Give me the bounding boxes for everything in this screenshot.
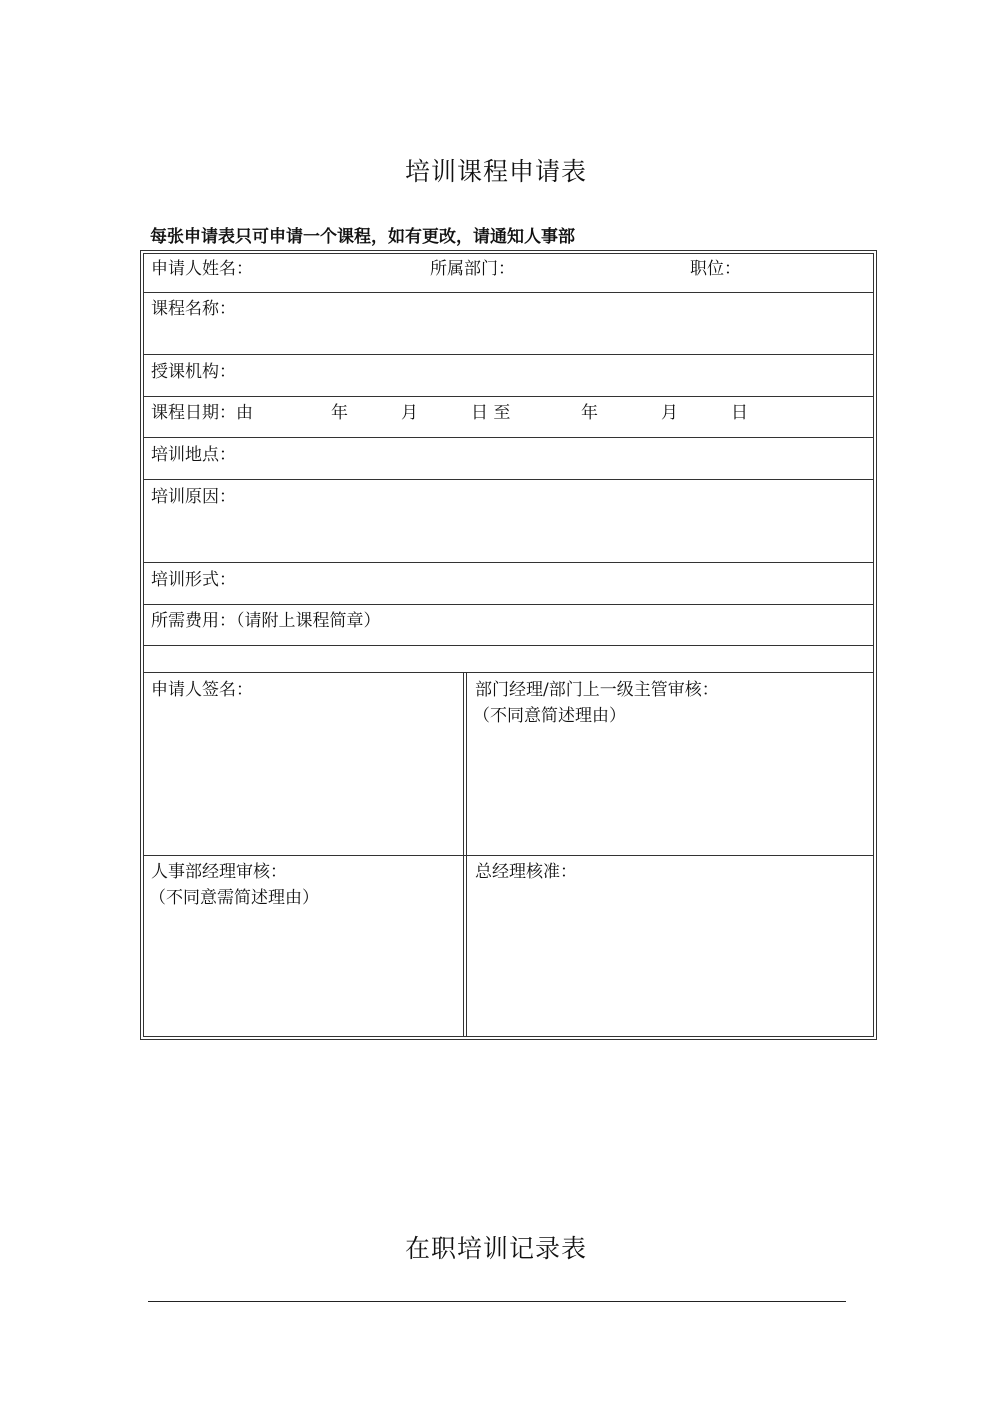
row-divider — [143, 437, 874, 438]
row-divider — [143, 604, 874, 605]
section-title: 在职培训记录表 — [404, 1234, 587, 1263]
cost-field[interactable]: 所需费用：（请附上课程简章） — [151, 611, 381, 631]
horizontal-rule — [148, 1301, 846, 1302]
applicant-name-field[interactable]: 申请人姓名： — [151, 259, 253, 279]
course-date-month-end: 月 — [661, 403, 678, 423]
course-date-month-start: 月 — [401, 403, 418, 423]
applicant-signature-field[interactable]: 申请人签名： — [151, 680, 253, 700]
dept-manager-review-note: （不同意简述理由） — [473, 706, 626, 726]
course-name-field[interactable]: 课程名称： — [151, 299, 236, 319]
column-divider — [466, 672, 467, 1037]
row-divider — [143, 354, 874, 355]
row-divider — [143, 396, 874, 397]
dept-manager-review-field[interactable]: 部门经理/部门上一级主管审核： — [475, 680, 719, 700]
hr-manager-review-note: （不同意需简述理由） — [149, 888, 319, 908]
page-title: 培训课程申请表 — [404, 157, 587, 186]
gm-approval-field[interactable]: 总经理核准： — [475, 862, 577, 882]
instruction-note: 每张申请表只可申请一个课程，如有更改，请通知人事部 — [150, 227, 575, 247]
row-divider — [143, 645, 874, 646]
course-date-day-to: 日 至 — [471, 403, 511, 423]
format-field[interactable]: 培训形式： — [151, 570, 236, 590]
department-field[interactable]: 所属部门： — [430, 259, 515, 279]
row-divider — [143, 672, 874, 673]
course-date-label[interactable]: 课程日期：由 — [151, 403, 253, 423]
row-divider — [143, 855, 874, 856]
course-date-year-start: 年 — [331, 403, 348, 423]
course-date-day-end: 日 — [731, 403, 748, 423]
row-divider — [143, 479, 874, 480]
location-field[interactable]: 培训地点： — [151, 445, 236, 465]
course-date-year-end: 年 — [581, 403, 598, 423]
hr-manager-review-field[interactable]: 人事部经理审核： — [151, 862, 287, 882]
reason-field[interactable]: 培训原因： — [151, 487, 236, 507]
row-divider — [143, 292, 874, 293]
position-field[interactable]: 职位： — [690, 259, 741, 279]
column-divider — [463, 672, 464, 1037]
row-divider — [143, 562, 874, 563]
institution-field[interactable]: 授课机构： — [151, 362, 236, 382]
